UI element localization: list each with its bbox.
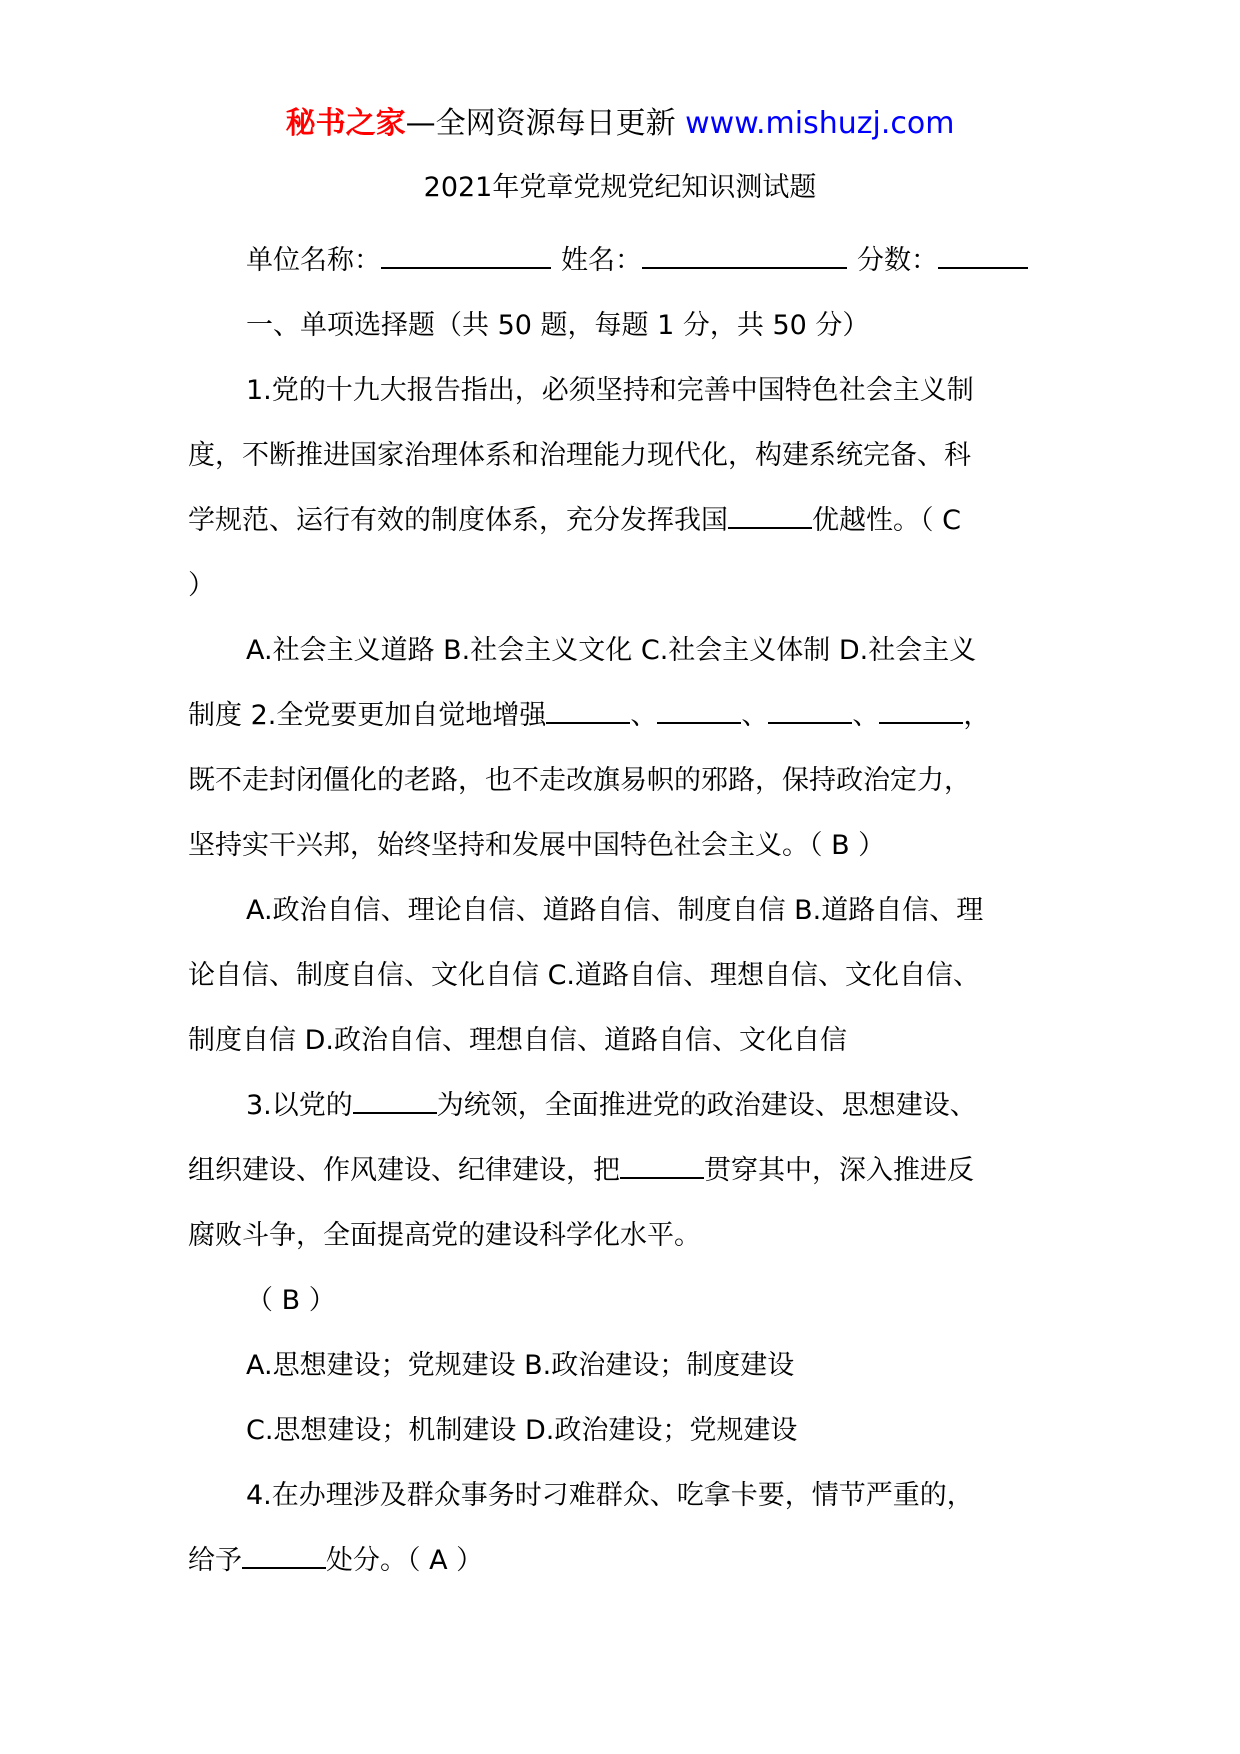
paragraph-line bbox=[188, 1073, 1048, 1138]
paragraph-line: 度，不断推进国家治理体系和治理能力现代化，构建系统完备、科 bbox=[188, 440, 971, 471]
options-line: 制度自信 D.政治自信、理想自信、道路自信、文化自信 bbox=[188, 1025, 847, 1056]
score-label: 分数： bbox=[857, 245, 938, 276]
paragraph-line bbox=[188, 683, 1048, 748]
site-header bbox=[0, 98, 1240, 150]
answer-blank bbox=[879, 700, 963, 724]
paragraph-line: 既不走封闭僵化的老路，也不走改旗易帜的邪路，保持政治定力， bbox=[188, 765, 971, 796]
options-line: 论自信、制度自信、文化自信 C.道路自信、理想自信、文化自信、 bbox=[188, 960, 981, 991]
paragraph-line: 腐败斗争，全面提高党的建设科学化水平。 bbox=[188, 1220, 701, 1251]
answer-blank bbox=[728, 505, 812, 529]
options-line: A.政治自信、理论自信、道路自信、制度自信 B.道路自信、理 bbox=[246, 895, 984, 926]
paragraph-line: 4.在办理涉及群众事务时刁难群众、吃拿卡要，情节严重的， bbox=[246, 1480, 974, 1511]
text-segment: 给予 bbox=[188, 1545, 242, 1576]
paragraph-line: 1.党的十九大报告指出，必须坚持和完善中国特色社会主义制 bbox=[246, 375, 974, 406]
text-segment: 3.以党的 bbox=[246, 1090, 353, 1121]
paragraph-line bbox=[188, 1528, 1048, 1593]
form-fields-row bbox=[188, 228, 1048, 293]
answer-blank bbox=[546, 700, 630, 724]
separator: 、 bbox=[630, 700, 658, 731]
answer-blank bbox=[768, 700, 852, 724]
text-segment: 为统领，全面推进党的政治建设、思想建设、 bbox=[436, 1090, 977, 1121]
text-segment: 制度 2.全党要更加自觉地增强 bbox=[188, 700, 547, 731]
score-blank bbox=[938, 245, 1028, 269]
separator: 、 bbox=[741, 700, 769, 731]
options-line: C.思想建设；机制建设 D.政治建设；党规建设 bbox=[246, 1415, 798, 1446]
brand-name: 秘书之家 bbox=[285, 106, 406, 141]
answer-blank bbox=[353, 1090, 437, 1114]
document-title: 2021年党章党规党纪知识测试题 bbox=[423, 172, 817, 203]
options-line: A.思想建设；党规建设 B.政治建设；制度建设 bbox=[246, 1350, 795, 1381]
name-label: 姓名： bbox=[561, 245, 642, 276]
text-segment: 优越性。（ C bbox=[812, 505, 961, 536]
answer-blank bbox=[242, 1545, 326, 1569]
unit-blank bbox=[381, 245, 551, 269]
site-url-link[interactable]: www.mishuzj.com bbox=[685, 106, 955, 141]
header-slogan: —全网资源每日更新 bbox=[405, 106, 686, 141]
name-blank bbox=[642, 245, 847, 269]
paragraph-line: 坚持实干兴邦，始终坚持和发展中国特色社会主义。（ B ） bbox=[188, 830, 886, 861]
answer-blank bbox=[620, 1155, 704, 1179]
options-line: A.社会主义道路 B.社会主义文化 C.社会主义体制 D.社会主义 bbox=[246, 635, 977, 666]
answer-line: （ B ） bbox=[246, 1285, 336, 1316]
unit-label: 单位名称： bbox=[246, 245, 381, 276]
document-body bbox=[188, 228, 1048, 1593]
text-segment: 学规范、运行有效的制度体系，充分发挥我国 bbox=[188, 505, 728, 536]
text-segment: 贯穿其中，深入推进反 bbox=[704, 1155, 974, 1186]
paragraph-line bbox=[188, 488, 1048, 553]
paragraph-line bbox=[188, 1138, 1048, 1203]
separator: 、 bbox=[852, 700, 880, 731]
text-segment: 处分。（ A ） bbox=[326, 1545, 484, 1576]
section-heading: 一、单项选择题（共 50 题，每题 1 分，共 50 分） bbox=[246, 310, 870, 341]
text-segment: 组织建设、作风建设、纪律建设，把 bbox=[188, 1155, 620, 1186]
paragraph-line: ） bbox=[188, 570, 215, 601]
answer-blank bbox=[657, 700, 741, 724]
separator: ， bbox=[963, 700, 991, 731]
